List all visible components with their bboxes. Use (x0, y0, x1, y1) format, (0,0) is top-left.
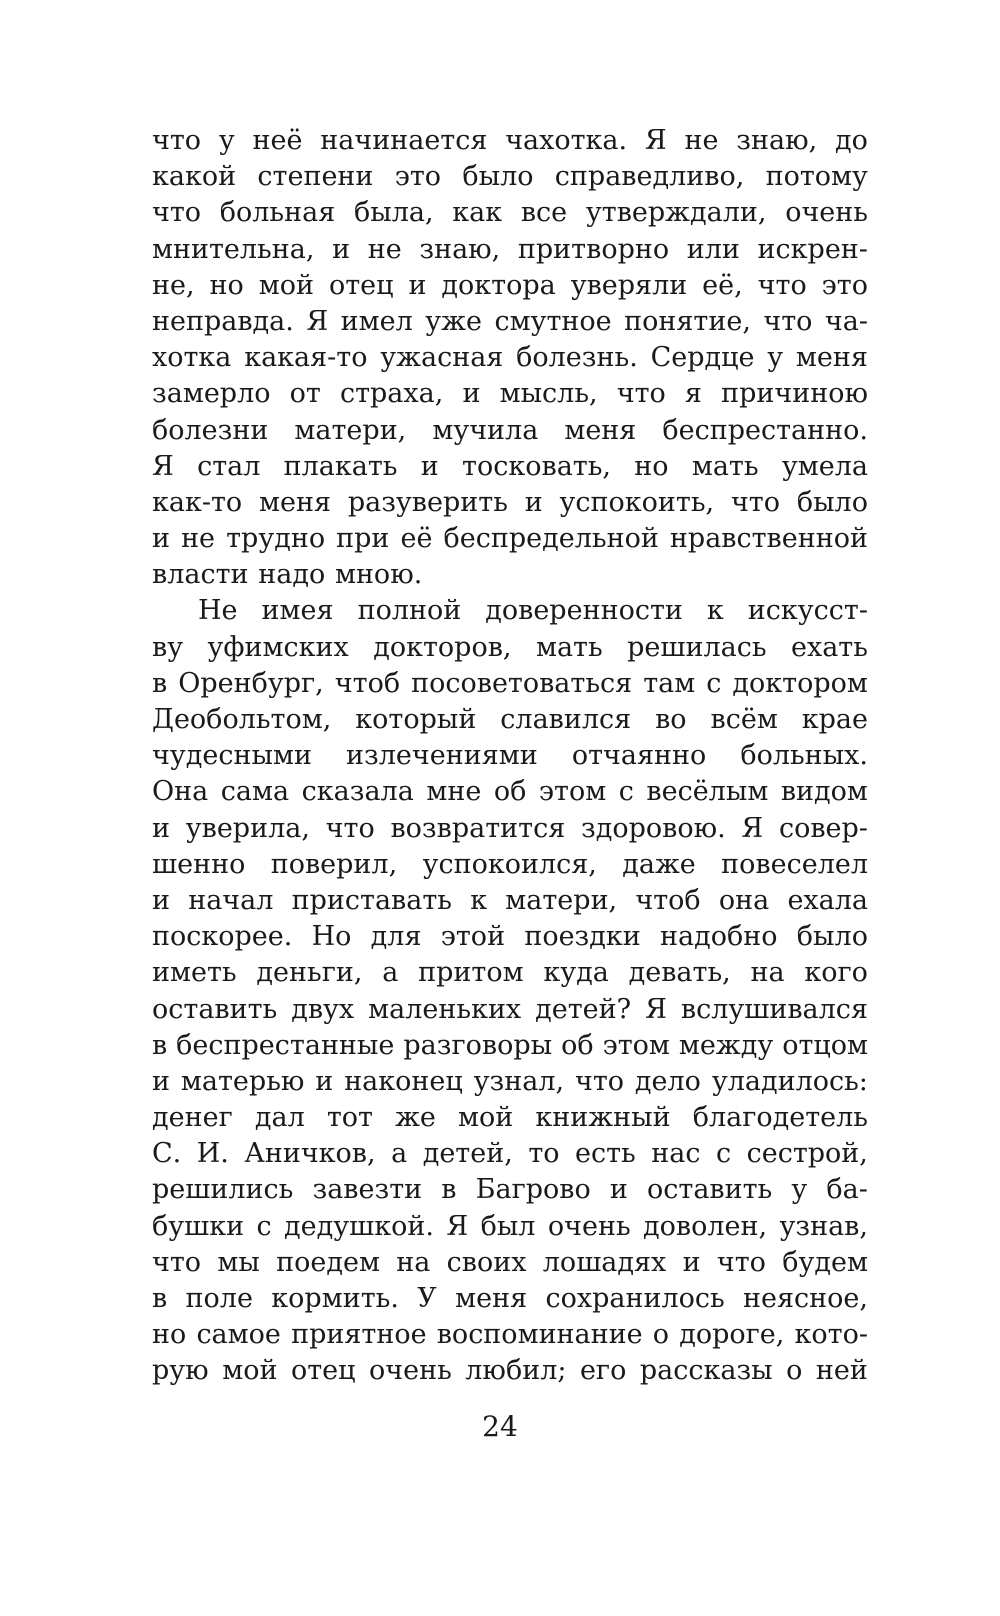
text-line: хотка какая-то ужасная болезнь. Сердце у меня (152, 342, 868, 374)
text-line: какой степени это было справедливо, потому (152, 161, 868, 193)
text-line: и начал приставать к матери, чтоб она ехала (152, 884, 868, 916)
text-line: не, но мой отец и доктора уверяли её, что это (152, 269, 868, 301)
text-line: что больная была, как все утверждали, очень (152, 197, 868, 229)
text-line: С. И. Аничков, а детей, то есть нас с сестрой, (152, 1138, 868, 1170)
text-line: шенно поверил, успокоился, даже повеселел (152, 848, 868, 880)
body-text (152, 123, 868, 1390)
text-line: и матерью и наконец узнал, что дело уладилось: (152, 1065, 868, 1097)
text-line: как-то меня разуверить и успокоить, что было (152, 486, 868, 518)
text-line: чудесными излечениями отчаянно больных. (152, 740, 868, 772)
text-line: решились завезти в Багрово и оставить у ба- (152, 1174, 868, 1206)
paragraph (152, 593, 868, 1389)
text-line: поскорее. Но для этой поездки надобно было (152, 921, 868, 953)
text-line: оставить двух маленьких детей? Я вслушивался (152, 993, 868, 1025)
text-line: рую мой отец очень любил; его рассказы о ней (152, 1355, 868, 1387)
text-line: Деобольтом, который славился во всём крае (152, 704, 868, 735)
text-line: денег дал тот же мой книжный благодетель (152, 1102, 868, 1134)
text-line: Не имея полной доверенности к искусст- (198, 595, 868, 627)
page-number: 24 (482, 1410, 518, 1443)
text-line: в поле кормить. У меня сохранилось неясное, (152, 1283, 868, 1314)
text-line: болезни матери, мучила меня беспрестанно. (152, 414, 868, 446)
text-line: иметь деньги, а притом куда девать, на кого (152, 957, 868, 989)
text-line: ву уфимских докторов, мать решилась ехать (152, 631, 868, 663)
text-line: мнительна, и не знаю, притворно или искрен- (152, 233, 868, 265)
text-line: неправда. Я имел уже смутное понятие, что ча- (152, 305, 868, 337)
paragraph (152, 123, 868, 593)
text-line: власти надо мною. (152, 559, 423, 591)
text-line: и уверила, что возвратится здоровою. Я совер- (152, 812, 868, 844)
text-line: и не трудно при её беспредельной нравственной (152, 523, 868, 555)
text-line: что у неё начинается чахотка. Я не знаю, до (152, 125, 868, 156)
text-line: бушки с дедушкой. Я был очень доволен, узнав, (152, 1210, 868, 1242)
text-line: но самое приятное воспоминание о дороге, кото- (152, 1319, 868, 1351)
text-line: что мы поедем на своих лошадях и что будем (152, 1246, 868, 1278)
text-line: в Оренбург, чтоб посоветоваться там с доктором (152, 667, 868, 699)
text-line: замерло от страха, и мысль, что я причиною (152, 378, 868, 410)
text-line: Она сама сказала мне об этом с весёлым видом (152, 776, 868, 808)
text-line: Я стал плакать и тосковать, но мать умела (152, 450, 868, 482)
text-line: в беспрестанные разговоры об этом между отцом (152, 1029, 868, 1061)
